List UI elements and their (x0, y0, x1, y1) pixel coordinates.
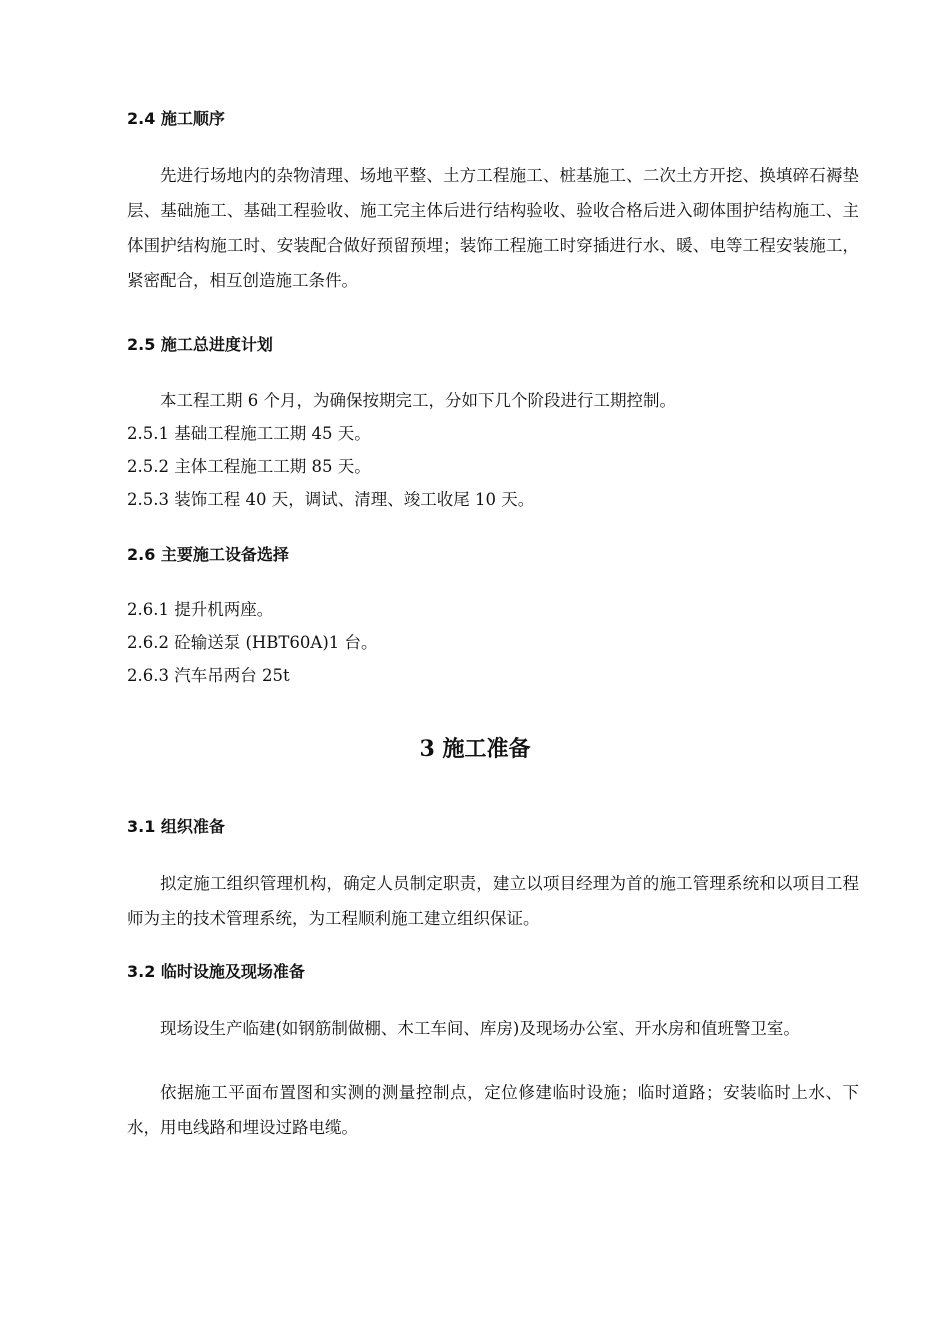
section-3-1-paragraph: 拟定施工组织管理机构，确定人员制定职责，建立以项目经理为首的施工管理系统和以项目工程师为主的技术管理系统，为工程顺利施工建立组织保证。 (127, 874, 859, 928)
schedule-item-2: 2.5.2 主体工程施工工期 85 天。 (127, 457, 371, 476)
chapter-title: 3 施工准备 (419, 736, 531, 762)
section-2-5-intro: 本工程工期 6 个月，为确保按期完工，分如下几个阶段进行工期控制。 (160, 391, 676, 410)
section-heading-3-2: 3.2 临时设施及现场准备 (127, 962, 305, 981)
equipment-item-2: 2.6.2 砼输送泵 (HBT60A)1 台。 (127, 633, 378, 652)
section-heading-3-1: 3.1 组织准备 (127, 817, 225, 836)
schedule-item-3: 2.5.3 装饰工程 40 天，调试、清理、竣工收尾 10 天。 (127, 490, 535, 509)
section-3-2-paragraph-1: 现场设生产临建(如钢筋制做棚、木工车间、库房)及现场办公室、开水房和值班警卫室。 (160, 1019, 800, 1038)
equipment-item-3: 2.6.3 汽车吊两台 25t (127, 666, 290, 685)
equipment-item-1: 2.6.1 提升机两座。 (127, 600, 274, 619)
schedule-item-1: 2.5.1 基础工程施工工期 45 天。 (127, 424, 371, 443)
section-heading-2-6: 2.6 主要施工设备选择 (127, 545, 289, 564)
section-2-4-paragraph: 先进行场地内的杂物清理、场地平整、土方工程施工、桩基施工、二次土方开挖、换填碎石褥垫层、基础施工、基础工程验收、施工完主体后进行结构验收、验收合格后进入砌体围护结构施工、主体围护结构施工时、安装配合做好预留预埋；装饰工程施工时穿插进行水、暖、电等工程安装施工，紧密配合，相互创造施工条件。 (127, 166, 859, 290)
section-heading-2-5: 2.5 施工总进度计划 (127, 335, 273, 354)
section-heading-2-4: 2.4 施工顺序 (127, 109, 225, 128)
section-3-2-paragraph-2: 依据施工平面布置图和实测的测量控制点，定位修建临时设施；临时道路；安装临时上水、下水，用电线路和埋设过路电缆。 (127, 1083, 859, 1137)
